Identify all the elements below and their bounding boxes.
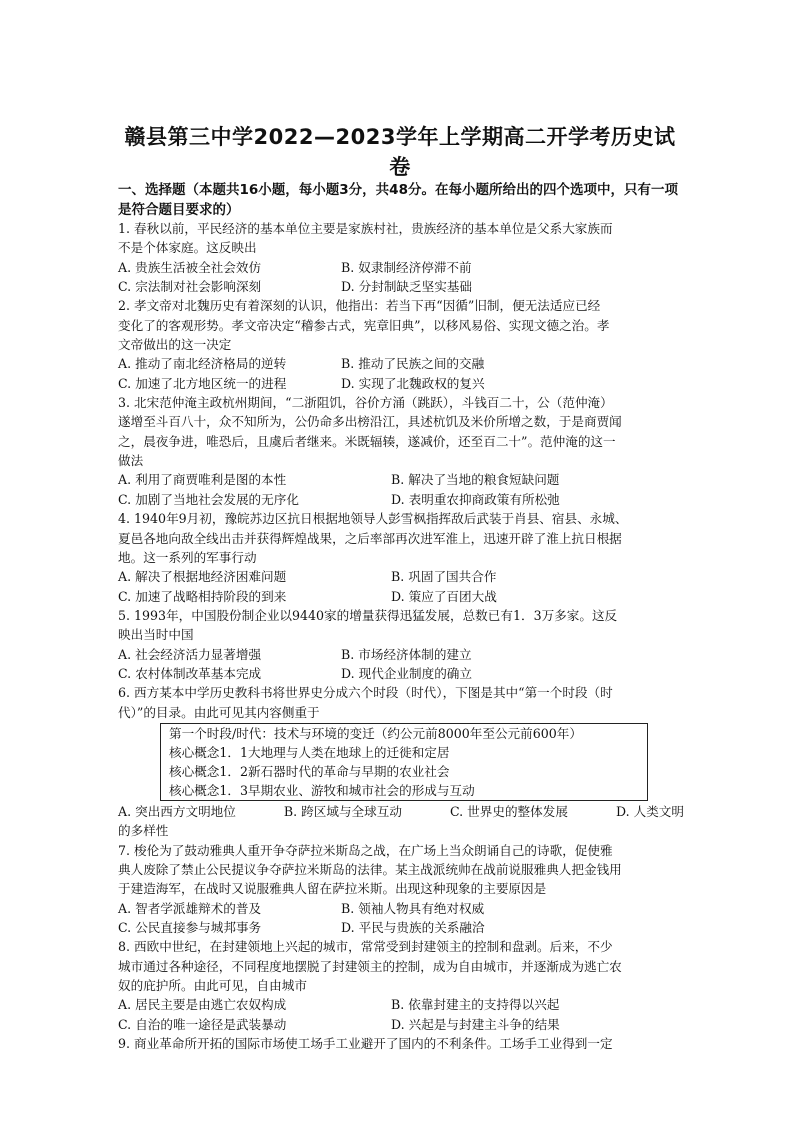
toc-line: 核心概念1．1大地理与人类在地球上的迁徙和定居 [169, 744, 450, 760]
option-b[interactable]: B. 推动了民族之间的交融 [341, 356, 485, 372]
option-b[interactable]: B. 解决了当地的粮食短缺问题 [391, 472, 560, 488]
answer-options [118, 354, 684, 393]
answer-options [118, 258, 684, 297]
option-d[interactable]: D. 现代企业制度的确立 [341, 665, 472, 681]
answer-options [118, 470, 684, 509]
option-a[interactable]: A. 解决了根据地经济困难问题 [118, 569, 287, 585]
option-c[interactable]: C. 自治的唯一途径是武装暴动 [118, 1016, 287, 1032]
question-3 [118, 393, 684, 509]
question-stem-line: 6. 西方某本中学历史教科书将世界史分成六个时段（时代），下图是其中“第一个时段（时 [118, 685, 613, 701]
option-c[interactable]: C. 宗法制对社会影响深刻 [118, 279, 262, 295]
question-7 [118, 841, 684, 938]
question-5 [118, 606, 684, 683]
section-heading: 一、选择题（本题共16小题，每小题3分，共48分。在每小题所给出的四个选项中，只有一项是符合题目要求的） [118, 182, 678, 218]
option-a[interactable]: A. 贵族生活被全社会效仿 [118, 259, 262, 275]
question-stem-line: 5. 1993年，中国股份制企业以9440家的增量获得迅猛发展，总数已有1．3万多家。这反 [118, 607, 618, 623]
option-d[interactable]: D. 实现了北魏政权的复兴 [341, 375, 485, 391]
option-d[interactable]: D. 分封制缺乏坚实基础 [341, 279, 472, 295]
option-a[interactable]: A. 突出西方文明地位 [118, 803, 236, 819]
exam-title-line-1: 赣县第三中学2022—2023学年上学期高二开学考历史试 [124, 125, 676, 149]
answer-options [118, 567, 684, 606]
question-1 [118, 219, 684, 296]
question-stem-line: 7. 梭伦为了鼓动雅典人重开争夺萨拉米斯岛之战，在广场上当众朗诵自己的诗歌，促使雅 [118, 842, 613, 858]
question-4 [118, 509, 684, 606]
option-a[interactable]: A. 智者学派雄辩术的普及 [118, 900, 262, 916]
question-stem-line: 不是个体家庭。这反映出 [118, 240, 257, 256]
question-stem-line: 夏邑各地向敌全线出击并获得辉煌战果，之后率部再次进军淮上，迅速开辟了淮上抗日根据 [118, 530, 622, 546]
question-stem-line: 变化了的客观形势。孝文帝决定“稽参古式，宪章旧典”，以移风易俗、实现文德之治。孝 [118, 317, 610, 333]
question-stem-line: 城市通过各种途径，不同程度地摆脱了封建领主的控制，成为自由城市，并逐渐成为逃亡农 [118, 958, 622, 974]
option-a[interactable]: A. 推动了南北经济格局的逆转 [118, 356, 287, 372]
question-2 [118, 296, 684, 393]
option-c[interactable]: C. 农村体制改革基本完成 [118, 665, 262, 681]
question-stem-line: 代）”的目录。由此可见其内容侧重于 [118, 704, 320, 720]
option-b[interactable]: B. 奴隶制经济停滞不前 [341, 259, 472, 275]
question-stem-line: 做法 [118, 453, 144, 469]
option-d[interactable]: D. 人类文明 [615, 803, 684, 819]
option-c[interactable]: C. 世界史的整体发展 [449, 803, 568, 819]
option-a[interactable]: A. 居民主要是由逃亡农奴构成 [118, 997, 287, 1013]
answer-options [118, 802, 684, 821]
question-stem-line: 文帝做出的这一决定 [118, 337, 232, 353]
question-stem-line: 4. 1940年9月初，豫皖苏边区抗日根据地领导人彭雪枫指挥敌后武装于肖县、宿县、永城、 [118, 511, 628, 527]
option-b[interactable]: B. 巩固了国共合作 [391, 569, 497, 585]
question-stem-line: 9. 商业革命所开拓的国际市场使工场手工业避开了国内的不利条件。工场手工业得到一定 [118, 1036, 613, 1052]
toc-line: 第一个时段/时代：技术与环境的变迁（约公元前8000年至公元前600年） [169, 725, 582, 741]
question-stem-line: 映出当时中国 [118, 627, 194, 643]
question-stem-line: 8. 西欧中世纪，在封建领地上兴起的城市，常常受到封建领主的控制和盘剥。后来，不少 [118, 939, 613, 955]
question-stem-line: 3. 北宋范仲淹主政杭州期间，“二浙阻饥，谷价方涌（跳跃），斗钱百二十，公（范仲淹） [118, 395, 613, 411]
option-b[interactable]: B. 依靠封建主的支持得以兴起 [391, 997, 560, 1013]
option-d[interactable]: D. 策应了百团大战 [391, 588, 497, 604]
question-list [118, 219, 684, 1053]
option-d[interactable]: D. 表明重农抑商政策有所松弛 [391, 491, 560, 507]
question-stem-line: 之，晨夜争进，唯恐后，且虞后者继来。米既辐辏，遂减价，还至百二十”。范仲淹的这一 [118, 433, 616, 449]
toc-line: 核心概念1．2新石器时代的革命与早期的农业社会 [169, 763, 450, 779]
option-c[interactable]: C. 加速了北方地区统一的进程 [118, 375, 287, 391]
option-d-continued: 的多样性 [118, 823, 169, 839]
answer-options [118, 995, 684, 1034]
option-d[interactable]: D. 平民与贵族的关系融洽 [341, 920, 485, 935]
option-b[interactable]: B. 领袖人物具有绝对权威 [341, 900, 485, 916]
option-c[interactable]: C. 公民直接参与城邦事务 [118, 920, 262, 935]
exam-title-line-2: 卷 [389, 155, 411, 179]
toc-line: 核心概念1．3早期农业、游牧和城市社会的形成与互动 [169, 782, 475, 798]
option-c[interactable]: C. 加剧了当地社会发展的无序化 [118, 491, 299, 507]
question-stem-line: 奴的庇护所。由此可见，自由城市 [118, 978, 307, 994]
question-8 [118, 937, 684, 1034]
question-stem-line: 典人废除了禁止公民提议争夺萨拉米斯岛的法律。某主战派统帅在战前说服雅典人把金钱用 [118, 861, 622, 877]
option-b[interactable]: B. 市场经济体制的建立 [341, 646, 472, 662]
option-a[interactable]: A. 利用了商贾唯利是图的本性 [118, 472, 287, 488]
option-d[interactable]: D. 兴起是与封建主斗争的结果 [391, 1016, 560, 1032]
option-b[interactable]: B. 跨区域与全球互动 [283, 803, 402, 819]
option-c[interactable]: C. 加速了战略相持阶段的到来 [118, 588, 287, 604]
exam-title [110, 122, 690, 182]
question-stem-line: 地。这一系列的军事行动 [118, 549, 257, 565]
table-of-contents-box [160, 723, 648, 801]
question-stem-line: 于建造海军，在战时又说服雅典人留在萨拉米斯。出现这种现象的主要原因是 [118, 881, 547, 897]
option-a[interactable]: A. 社会经济活力显著增强 [118, 646, 262, 662]
answer-options [118, 645, 684, 684]
question-stem-line: 遂增至斗百八十，众不知所为，公仍命多出榜沿江，具述杭饥及米价所增之数，于是商贾闻 [118, 414, 622, 430]
question-9 [118, 1034, 684, 1053]
question-stem-line: 1. 春秋以前，平民经济的基本单位主要是家族村社，贵族经济的基本单位是父系大家族而 [118, 221, 613, 236]
question-stem-line: 2. 孝文帝对北魏历史有着深刻的认识，他指出：若当下再“因循”旧制，便无法适应已经 [118, 298, 601, 314]
question-6 [118, 683, 684, 840]
answer-options [118, 899, 684, 938]
